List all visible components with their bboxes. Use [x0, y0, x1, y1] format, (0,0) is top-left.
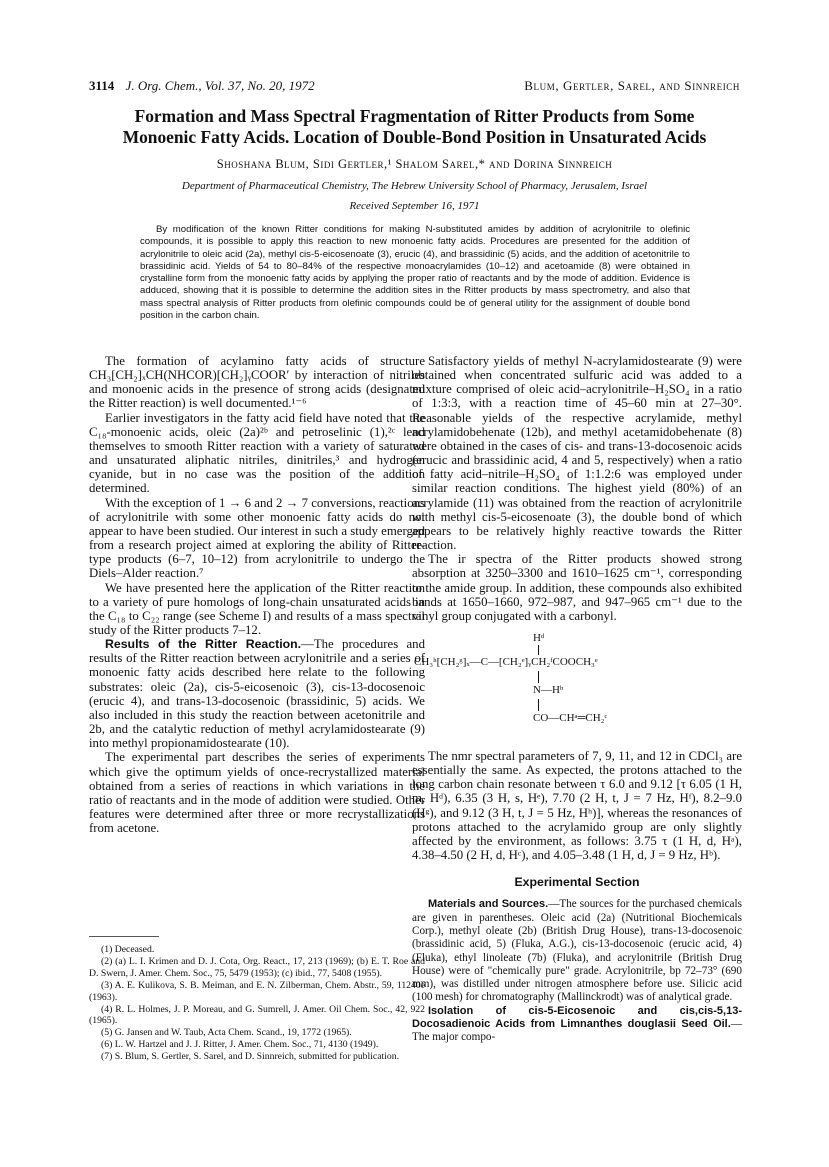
footnote-4: (4) R. L. Holmes, J. P. Moreau, and G. Sumrell, J. Amer. Oil Chem. Soc., 42, 922 (1965).	[89, 1003, 425, 1027]
affiliation: Department of Pharmaceutical Chemistry, The Hebrew University School of Pharmacy, Jerusalem, Israel	[181, 180, 648, 192]
footnote-rule	[89, 936, 159, 937]
isolation-run-in-heading: Isolation of cis-5-Eicosenoic and cis,cis-5,13-Docosadienoic Acids from Limnanthes douglasii Seed Oil.	[412, 1004, 742, 1031]
title-line-1: Formation and Mass Spectral Fragmentation of Ritter Products from Some	[134, 106, 695, 126]
intro-paragraph-4: We have presented here the application of the Ritter reaction to a variety of pure homologs of long-chain unsaturated acids in the C₁₈ to C₂₂ range (see Scheme I) and results of a mass spectral study of the Ritter products 7–12.	[89, 580, 425, 637]
page-number: 3114	[89, 78, 115, 93]
article-title	[60, 106, 769, 148]
footnotes	[89, 944, 425, 1063]
journal-citation: J. Org. Chem., Vol. 37, No. 20, 1972	[125, 78, 315, 93]
intro-paragraph-3: With the exception of 1 → 6 and 2 → 7 conversions, reactions of acrylonitrile with some other monoenic fatty acids do not appear to have been studied. Our interest in such a study emerged from a research project aimed at exploring the ability of Ritter-type products (6–7, 10–12) from acrylonitrile to undergo the Diels–Alder reaction.⁷	[89, 495, 425, 581]
structure-acryl: CO—CHᵃ═CH₂ᶜ	[533, 711, 608, 724]
running-head	[89, 78, 740, 96]
results-paragraph-2: The experimental part describes the series of experiments which give the optimum yields of once-recrystallized material obtained from a series of reactions in which variations in the ratio of reactants and in the mode of addition were studied. Other features were determined after three or more recrystallizations from acetone.	[89, 750, 425, 836]
abstract: By modification of the known Ritter conditions for making N-substituted amides by addition of acrylonitrile to olefinic compounds, it is possible to apply this reaction to new monoenic fatty acids. Procedures are presented for the addition of acrylonitrile to oleic acid (2a), methyl cis-5-eicosenoate (3), erucic (4), and brassidinic (5) acids, and the addition of acetonitrile to brassidinic acid. Yields of 54 to 80–84% of the respective monoacrylamides (10–12) and acetoamide (8) were obtained in crystalline form from the monoenic fatty acids by applying the proper ratio of reactants and by the mode of addition. Evidence is adduced, showing that it is possible to determine the addition sites in the Ritter products by mass spectrometry, and also that mass spectral analysis of Ritter products from olefinic compounds could be of general utility for the assignment of double bond position in the carbon chain.	[140, 224, 690, 321]
structure-nh: N—Hᵇ	[533, 683, 564, 696]
structure-bond-top	[538, 645, 539, 655]
structure-chain: CH₃ʰ[CH₂ᵍ]ₓ—C—[CH₂ᵉ]ᵧCH₂ᶠCOOCH₃ᵉ	[414, 655, 598, 668]
results-paragraph	[89, 637, 425, 750]
title-line-2: Monoenic Fatty Acids. Location of Double-Bond Position in Unsaturated Acids	[122, 127, 707, 147]
footnote-2: (2) (a) L. I. Krimen and D. J. Cota, Org. React., 17, 213 (1969); (b) E. T. Roe and D. Swern, J. Amer. Chem. Soc., 75, 5479 (1953); (c) ibid., 77, 5408 (1955).	[89, 955, 425, 979]
footnote-1: (1) Deceased.	[101, 944, 155, 955]
footnote-7: (7) S. Blum, S. Gertler, S. Sarel, and D. Sinnreich, submitted for publication.	[101, 1051, 399, 1063]
materials-paragraph	[412, 898, 742, 1004]
chemical-structure	[412, 629, 742, 743]
footnote-5: (5) G. Jansen and W. Taub, Acta Chem. Scand., 19, 1772 (1965).	[101, 1027, 352, 1039]
experimental-text	[412, 898, 742, 1044]
footnote-3: (3) A. E. Kulikova, S. B. Meiman, and E. N. Zilberman, Chem. Abstr., 59, 11240e (1963).	[89, 979, 425, 1003]
intro-paragraph-2: Earlier investigators in the fatty acid field have noted that the C₁₈-monoenic acids, oleic (2a)²ᵇ and petroselinic (1),²ᶜ lend themselves to smooth Ritter reaction with a variety of saturated and unsaturated aliphatic nitriles, dinitriles,³ and hydrogen cyanide, but in no case was the position of the addition determined.	[89, 410, 425, 496]
isolation-paragraph	[412, 1005, 742, 1045]
footnote-6: (6) L. W. Hartzel and J. J. Ritter, J. Amer. Chem. Soc., 71, 4130 (1949).	[101, 1039, 379, 1051]
structure-bond-low	[538, 699, 539, 711]
running-head-left	[89, 78, 315, 94]
received-date: Received September 16, 1971	[349, 200, 480, 212]
isolation-text: —The major compo-	[412, 1018, 742, 1044]
author-list: Shoshana Blum, Sidi Gertler,¹ Shalom Sarel,* and Dorina Sinnreich	[216, 157, 613, 171]
materials-text: —The sources for the purchased chemicals are given in parentheses. Oleic acid (2a) (Nutritional Biochemicals Corp.), methyl oleate (2b) (British Drug House), trans-13-docosenoic (brassidinic acid, 5) (Fluka, A.G.), cis-13-docosenoic (erucic acid, 4) (Fluka), ethyl linoleate (7b) (Fluka), and acrylonitrile (British Drug House) were of "chemically pure" grade. Acrylonitrile, bp 72–73° (690 mm), was distilled under nitrogen atmosphere before use. Silicic acid (100 mesh) for chromatography (Mallinckrodt) was of analytical grade.	[412, 898, 742, 1004]
structure-hd: Hᵈ	[533, 631, 545, 644]
left-column	[89, 354, 425, 835]
results-text: —The procedures and results of the Ritter reaction between acrylonitrile and a series of monoenic fatty acids described here relate to the following substrates: oleic (2a), cis-5-eicosenoic (3), cis-13-docosenoic (erucic 4), and trans-13-docosenoic (brassidinic, 5) acids. We also included in this study the reaction between acetonitrile and 2b, and the catalytic reduction of methyl acrylamidostearate (9) into methyl propionamidostearate (10).	[89, 637, 425, 751]
right-column	[412, 354, 742, 1045]
nmr-paragraph: The nmr spectral parameters of 7, 9, 11, and 12 in CDCl₃ are essentially the same. As expected, the protons attached to the long carbon chain resonate between τ 6.0 and 9.12 [τ 6.05 (1 H, m, Hᵈ), 6.35 (3 H, s, Hᵉ), 7.70 (2 H, t, J = 7 Hz, Hᶠ), 8.2–9.0 (Hᵍ), and 9.12 (3 H, t, J = 5 Hz, Hʰ)], whereas the resonances of protons attached to the acrylamido group are only slightly affected by the environment, as follows: 3.75 τ (1 H, d, Hᵃ), 4.38–4.50 (2 H, d, Hᶜ), and 4.05–3.48 (1 H, d, J = 9 Hz, Hᵇ).	[412, 748, 742, 863]
ir-paragraph: The ir spectra of the Ritter products showed strong absorption at 3250–3300 and 1610–1625 cm⁻¹, corresponding to the amide group. In addition, these compounds also exhibited bands at 1650–1660, 972–987, and 947–965 cm⁻¹ due to the vinyl group conjugated with a carbonyl.	[412, 552, 742, 623]
intro-paragraph-1: The formation of acylamino fatty acids of structure CH₃[CH₂]ₓCH(NHCOR)[CH₂]ᵧCOOR′ by interaction of nitriles and monoenic acids in the presence of strong acids (designated the Ritter reaction) is well documented.¹⁻⁶	[89, 354, 425, 411]
structure-bond-mid	[538, 671, 539, 683]
experimental-section-heading: Experimental Section	[514, 875, 640, 890]
running-head-authors: Blum, Gertler, Sarel, and Sinnreich	[524, 78, 740, 93]
results-run-in-heading: Results of the Ritter Reaction.	[105, 637, 302, 652]
materials-run-in-heading: Materials and Sources.	[428, 898, 549, 911]
yields-paragraph: Satisfactory yields of methyl N-acrylamidostearate (9) were obtained when concentrated sulfuric acid was added to a mixture comprised of oleic acid–acrylonitrile–H₂SO₄ in a ratio of 1:3:3, with a reaction time of 45–60 min at 27–30°. Reasonable yields of the respective acrylamide, methyl acrylamidobehenate (12b), and methyl acetamidobehenate (8) were obtained in the cases of cis- and trans-13-docosenoic acids (erucic and brassidinic acid, 4 and 5, respectively) when a ratio of fatty acid–nitrile–H₂SO₄ of 1:1.2:6 was employed under similar reaction conditions. The highest yield (80%) of an acrylamide (11) was obtained from the reaction of acrylonitrile with methyl cis-5-eicosenoate (3), the double bond of which appears to be relatively highly reactive towards the Ritter reaction.	[412, 354, 742, 553]
